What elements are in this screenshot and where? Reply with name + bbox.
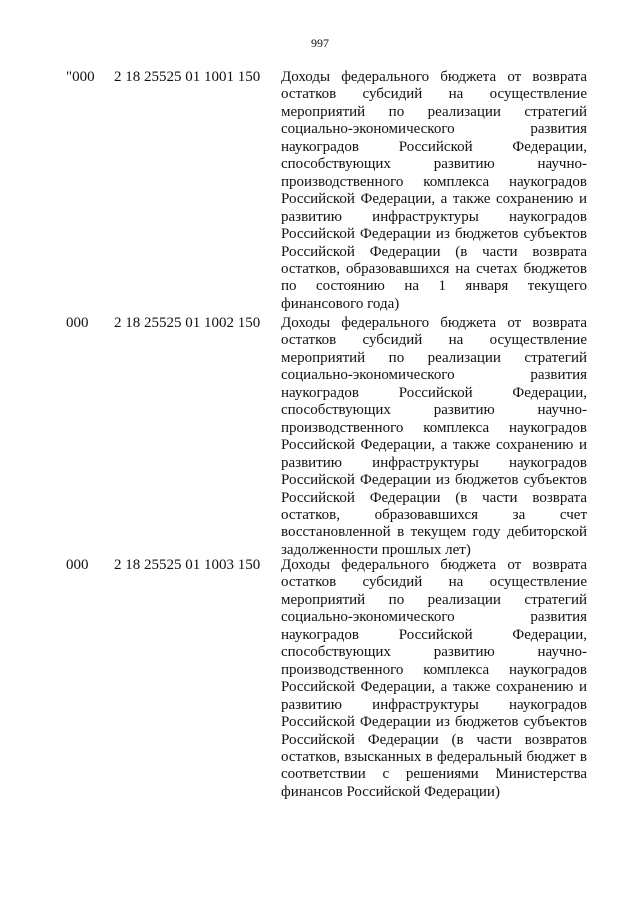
income-description: Доходы федерального бюджета от возврата остатков субсидий на осуществление мероприятий по реализации стратегий социально-экономического развития наукоградов Российской Федерации, способствующих развитию научно-производственного комплекса наукоградов Российской Федерации, а также сохранению и развитию инфраструктуры наукоградов Российской Федерации из бюджетов субъектов Российской Федерации (в части возвратов остатков, взысканных в федеральный бюджет в соответствии с решениями Министерства финансов Российской Федерации) bbox=[281, 557, 587, 800]
income-description: Доходы федерального бюджета от возврата остатков субсидий на осуществление мероприятий по реализации стратегий социально-экономического развития наукоградов Российской Федерации, способствующих развитию научно-производственного комплекса наукоградов Российской Федерации, а также сохранению и развитию инфраструктуры наукоградов Российской Федерации из бюджетов субъектов Российской Федерации (в части возврата остатков, образовавшихся за счет восстановленной в текущем году дебиторской задолженности прошлых лет) bbox=[281, 315, 587, 558]
budget-classification-code: 2 18 25525 01 1003 150 bbox=[114, 557, 261, 573]
budget-classification-code: 2 18 25525 01 1002 150 bbox=[114, 315, 261, 331]
administrator-code: 000 bbox=[66, 557, 89, 573]
income-description: Доходы федерального бюджета от возврата остатков субсидий на осуществление мероприятий по реализации стратегий социально-экономического развития наукоградов Российской Федерации, способствующих развитию научно-производственного комплекса наукоградов Российской Федерации, а также сохранению и развитию инфраструктуры наукоградов Российской Федерации из бюджетов субъектов Российской Федерации (в части возврата остатков, образовавшихся на счетах бюджетов по состоянию на 1 января текущего финансового года) bbox=[281, 69, 587, 312]
page-number: 997 bbox=[311, 36, 329, 50]
administrator-code: 000 bbox=[66, 315, 89, 331]
administrator-code: "000 bbox=[66, 69, 95, 85]
budget-classification-code: 2 18 25525 01 1001 150 bbox=[114, 69, 261, 85]
